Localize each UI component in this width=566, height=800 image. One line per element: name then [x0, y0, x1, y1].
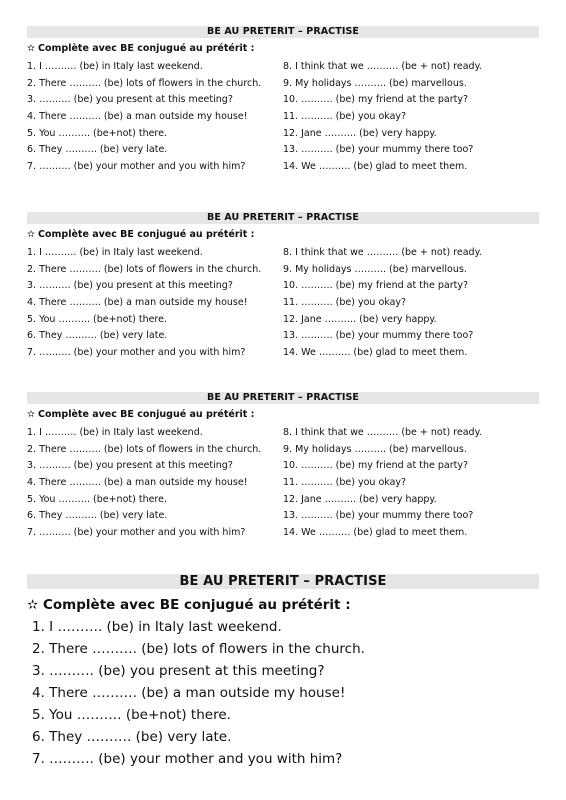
section-title: BE AU PRETERIT – PRACTISE	[27, 574, 539, 589]
exercise-item: 6. They ………. (be) very late.	[27, 144, 168, 156]
exercise-item: 14. We ………. (be) glad to meet them.	[283, 347, 468, 359]
instruction	[27, 43, 539, 55]
star-icon: ✫	[27, 409, 35, 420]
exercise-section-3	[27, 392, 539, 539]
exercise-item: 12. Jane ………. (be) very happy.	[283, 127, 437, 139]
exercise-item: 12. Jane ………. (be) very happy.	[283, 493, 437, 505]
exercise-item: 11. ………. (be) you okay?	[283, 477, 407, 489]
instruction-text: Complète avec BE conjugué au prétérit :	[38, 409, 255, 420]
star-icon: ✫	[27, 43, 35, 54]
section-title: BE AU PRETERIT – PRACTISE	[27, 26, 539, 38]
instruction-text: Complète avec BE conjugué au prétérit :	[38, 229, 255, 240]
instruction-text: Complète avec BE conjugué au prétérit :	[38, 43, 255, 54]
instruction	[27, 596, 539, 614]
exercise-item: 5. You ………. (be+not) there.	[27, 313, 167, 325]
left-column	[27, 61, 261, 178]
exercise-item: 4. There ………. (be) a man outside my house!	[27, 297, 248, 309]
exercise-item: 12. Jane ………. (be) very happy.	[283, 313, 437, 325]
exercise-item: 7. ………. (be) your mother and you with him?	[27, 347, 246, 359]
exercise-item: 10. ………. (be) my friend at the party?	[283, 94, 468, 106]
exercise-item: 8. I think that we ………. (be + not) ready.	[283, 61, 482, 72]
exercise-section-1	[27, 26, 539, 173]
exercise-item: 14. We ………. (be) glad to meet them.	[283, 527, 468, 539]
exercise-item: 3. ………. (be) you present at this meeting?	[32, 663, 325, 679]
exercise-item: 9. My holidays ………. (be) marvellous.	[283, 443, 467, 455]
exercise-item: 1. I ………. (be) in Italy last weekend.	[32, 619, 282, 635]
exercise-item: 2. There ………. (be) lots of flowers in the church.	[27, 263, 262, 275]
exercise-section-2	[27, 212, 539, 359]
exercise-item: 4. There ………. (be) a man outside my house!	[27, 477, 248, 489]
left-column	[27, 427, 261, 544]
right-column	[283, 427, 482, 544]
exercise-item: 2. There ………. (be) lots of flowers in the church.	[27, 443, 262, 455]
exercise-item: 10. ………. (be) my friend at the party?	[283, 280, 468, 292]
right-column	[283, 61, 482, 178]
exercise-item: 3. ………. (be) you present at this meeting?	[27, 280, 233, 292]
instruction-text: Complète avec BE conjugué au prétérit :	[43, 597, 351, 613]
exercise-item: 11. ………. (be) you okay?	[283, 297, 407, 309]
star-icon: ✫	[27, 229, 35, 240]
exercise-item: 2. There ………. (be) lots of flowers in the church.	[27, 77, 262, 89]
exercise-item: 14. We ………. (be) glad to meet them.	[283, 161, 468, 173]
exercise-item: 13. ………. (be) your mummy there too?	[283, 330, 474, 342]
exercise-item: 5. You ………. (be+not) there.	[27, 493, 167, 505]
exercise-item: 9. My holidays ………. (be) marvellous.	[283, 263, 467, 275]
exercise-item: 3. ………. (be) you present at this meeting?	[27, 460, 233, 472]
exercise-item: 13. ………. (be) your mummy there too?	[283, 144, 474, 156]
exercise-item: 13. ………. (be) your mummy there too?	[283, 510, 474, 522]
exercise-item: 8. I think that we ………. (be + not) ready.	[283, 427, 482, 438]
exercise-item: 3. ………. (be) you present at this meeting?	[27, 94, 233, 106]
exercise-item: 1. I ………. (be) in Italy last weekend.	[27, 247, 203, 258]
instruction	[27, 409, 539, 421]
section-title: BE AU PRETERIT – PRACTISE	[27, 392, 539, 404]
exercise-item: 5. You ………. (be+not) there.	[32, 707, 231, 723]
exercise-item: 9. My holidays ………. (be) marvellous.	[283, 77, 467, 89]
exercise-item: 11. ………. (be) you okay?	[283, 111, 407, 123]
exercise-item: 4. There ………. (be) a man outside my house!	[27, 111, 248, 123]
exercise-section-4	[27, 574, 539, 767]
instruction	[27, 229, 539, 241]
exercise-item: 8. I think that we ………. (be + not) ready.	[283, 247, 482, 258]
right-column	[283, 247, 482, 364]
exercise-item: 7. ………. (be) your mother and you with him?	[27, 527, 246, 539]
left-column	[32, 618, 365, 772]
exercise-item: 1. I ………. (be) in Italy last weekend.	[27, 61, 203, 72]
exercise-item: 2. There ………. (be) lots of flowers in the church.	[32, 641, 365, 657]
exercise-item: 6. They ………. (be) very late.	[32, 729, 232, 745]
exercise-item: 1. I ………. (be) in Italy last weekend.	[27, 427, 203, 438]
left-column	[27, 247, 261, 364]
exercise-item: 6. They ………. (be) very late.	[27, 510, 168, 522]
exercise-item: 10. ………. (be) my friend at the party?	[283, 460, 468, 472]
exercise-item: 7. ………. (be) your mother and you with him?	[27, 161, 246, 173]
exercise-item: 6. They ………. (be) very late.	[27, 330, 168, 342]
exercise-item: 4. There ………. (be) a man outside my house!	[32, 685, 346, 701]
section-title: BE AU PRETERIT – PRACTISE	[27, 212, 539, 224]
exercise-item: 7. ………. (be) your mother and you with him?	[32, 751, 343, 767]
star-icon: ✫	[27, 597, 39, 613]
exercise-item: 5. You ………. (be+not) there.	[27, 127, 167, 139]
